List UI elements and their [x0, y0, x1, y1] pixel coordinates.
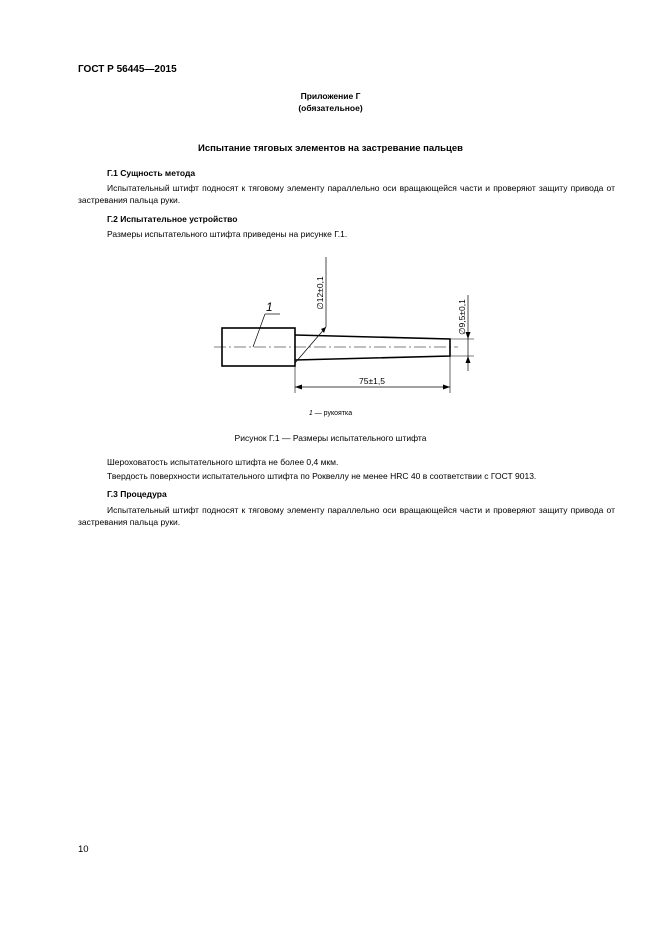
pin-shaft: [295, 335, 450, 360]
section-heading-g1: Г.1 Сущность метода: [107, 168, 196, 178]
dim-length-label: 75±1,5: [359, 376, 385, 386]
dim-d95-arrow-bottom: [466, 356, 471, 363]
dim-d95-label: ∅9,5±0,1: [457, 299, 467, 335]
section-text-g3: Испытательный штифт подносят к тяговому элементу параллельно оси вращающейся части и проверяют защиту привода от застревания пальца руки.: [78, 505, 615, 527]
appendix-status: (обязательное): [298, 103, 363, 113]
page-title: Испытание тяговых элементов на застревание пальцев: [198, 143, 463, 154]
callout-number: 1: [266, 300, 273, 314]
dim-d12-label: ∅12±0,1: [315, 276, 325, 310]
section-text-g1: Испытательный штифт подносят к тяговому элементу параллельно оси вращающейся части и проверяют защиту привода от застревания пальца руки.: [78, 183, 615, 205]
section-text-g2: Размеры испытательного штифта приведены на рисунке Г.1.: [107, 229, 348, 239]
dim-length-arrow-left: [295, 385, 302, 390]
section-heading-g3: Г.3 Процедура: [107, 489, 167, 499]
roughness-requirement: Шероховатость испытательного штифта не более 0,4 мкм.: [107, 457, 339, 467]
document-code: ГОСТ Р 56445—2015: [78, 64, 177, 75]
test-pin-drawing: [200, 245, 490, 405]
figure-caption: Рисунок Г.1 — Размеры испытательного штифта: [234, 433, 427, 443]
appendix-title: Приложение Г: [300, 91, 361, 101]
callout-leader: [253, 314, 265, 347]
figure-legend: [0, 410, 661, 417]
dim-d12-leader: [295, 327, 326, 363]
dim-length-arrow-right: [443, 385, 450, 390]
section-heading-g2: Г.2 Испытательное устройство: [107, 214, 238, 224]
page-number: 10: [78, 844, 89, 855]
legend-text: — рукоятка: [312, 410, 353, 417]
hardness-requirement: Твердость поверхности испытательного штифта по Роквеллу не менее HRC 40 в соответствии с ГОСТ 9013.: [107, 471, 537, 481]
legend-number: 1: [308, 410, 313, 417]
